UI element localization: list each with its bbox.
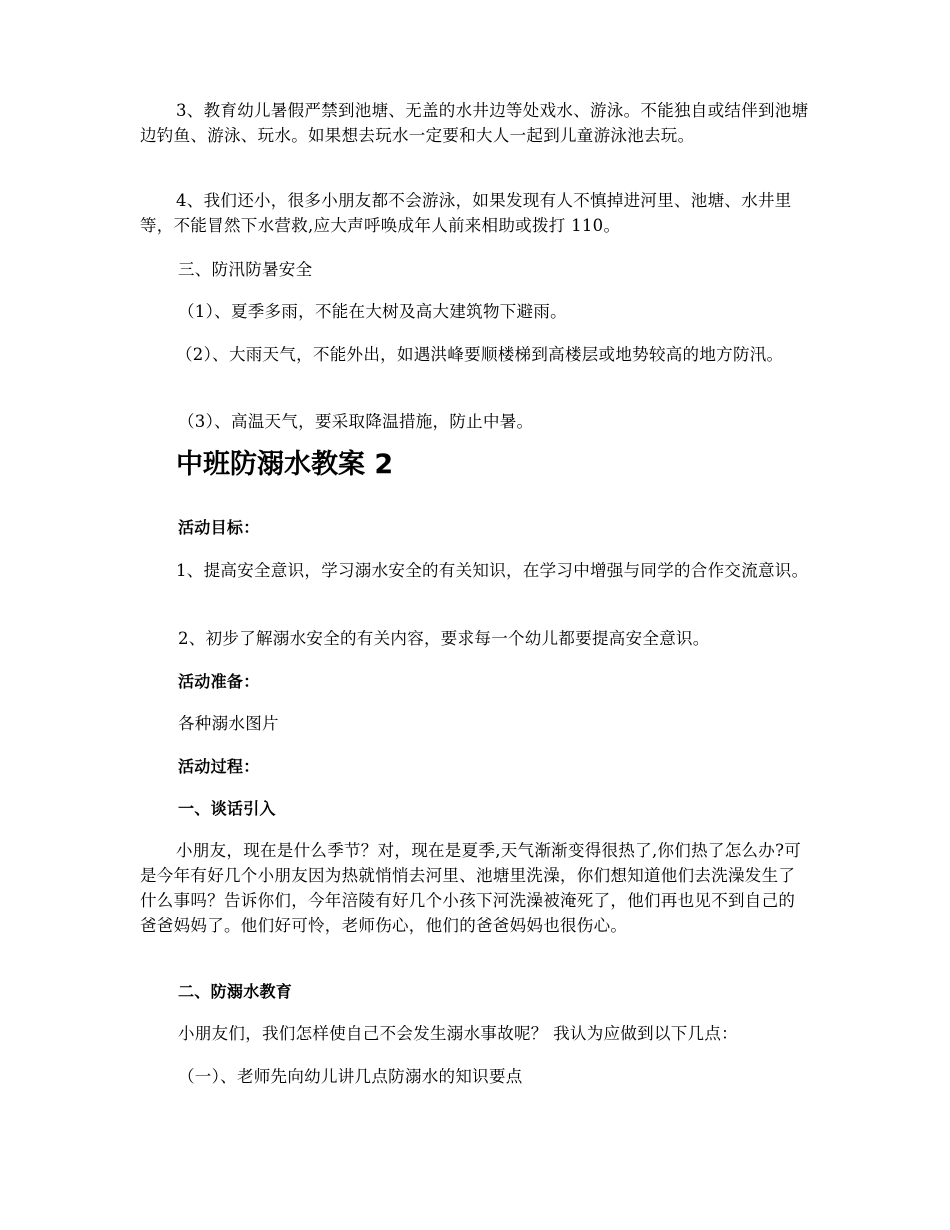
page-title: 中班防溺水教案 2 [176,449,394,480]
step-2-subitem: （一）、老师先向幼儿讲几点防溺水的知识要点 [178,1067,523,1086]
paragraph-rule-4: 4、我们还小，很多小朋友都不会游泳，如果发现有人不慎掉进河里、池塘、水井里等，不能冒然下水营救,应大声呼唤成年人前来相助或拨打 110。 [140,191,792,235]
step-2-title: 二、防溺水教育 [178,982,293,1001]
goal-item-2: 2、初步了解溺水安全的有关内容，要求每一个幼儿都要提高安全意识。 [178,629,710,648]
process-label: 活动过程： [178,757,260,776]
preparation-text: 各种溺水图片 [178,714,279,733]
list-item-storm: （2）、大雨天气，不能外出，如遇洪峰要顺楼梯到高楼层或地势较高的地方防汛。 [176,345,784,364]
list-item-rain: （1）、夏季多雨，不能在大树及高大建筑物下避雨。 [178,302,567,321]
step-1-text: 小朋友，现在是什么季节？对，现在是夏季,天气渐渐变得很热了,你们热了怎么办?可是今年有好几个小朋友因为热就悄悄去河里、池塘里洗澡，你们想知道他们去洗澡发生了什么事吗？告诉你们，今年涪陵有好几个小孩下河洗澡被淹死了，他们再也见不到自己的爸爸妈妈了。他们好可怜，老师伤心，他们的爸爸妈妈也很伤心。 [140,841,802,935]
goals-label: 活动目标： [178,518,260,537]
goal-item-1: 1、提高安全意识，学习溺水安全的有关知识，在学习中增强与同学的合作交流意识。 [176,561,809,580]
step-2-text: 小朋友们，我们怎样使自己不会发生溺水事故呢？ 我认为应做到以下几点： [178,1024,738,1043]
step-1-title: 一、谈话引入 [178,799,276,818]
preparation-label: 活动准备： [178,672,260,691]
list-item-heat: （3）、高温天气，要采取降温措施，防止中暑。 [178,412,534,431]
paragraph-rule-3: 3、教育幼儿暑假严禁到池塘、无盖的水井边等处戏水、游泳。不能独自或结伴到池塘边钓鱼、游泳、玩水。如果想去玩水一定要和大人一起到儿童游泳池去玩。 [140,101,809,145]
section-heading-flood-heat: 三、防汛防暑安全 [178,260,313,279]
